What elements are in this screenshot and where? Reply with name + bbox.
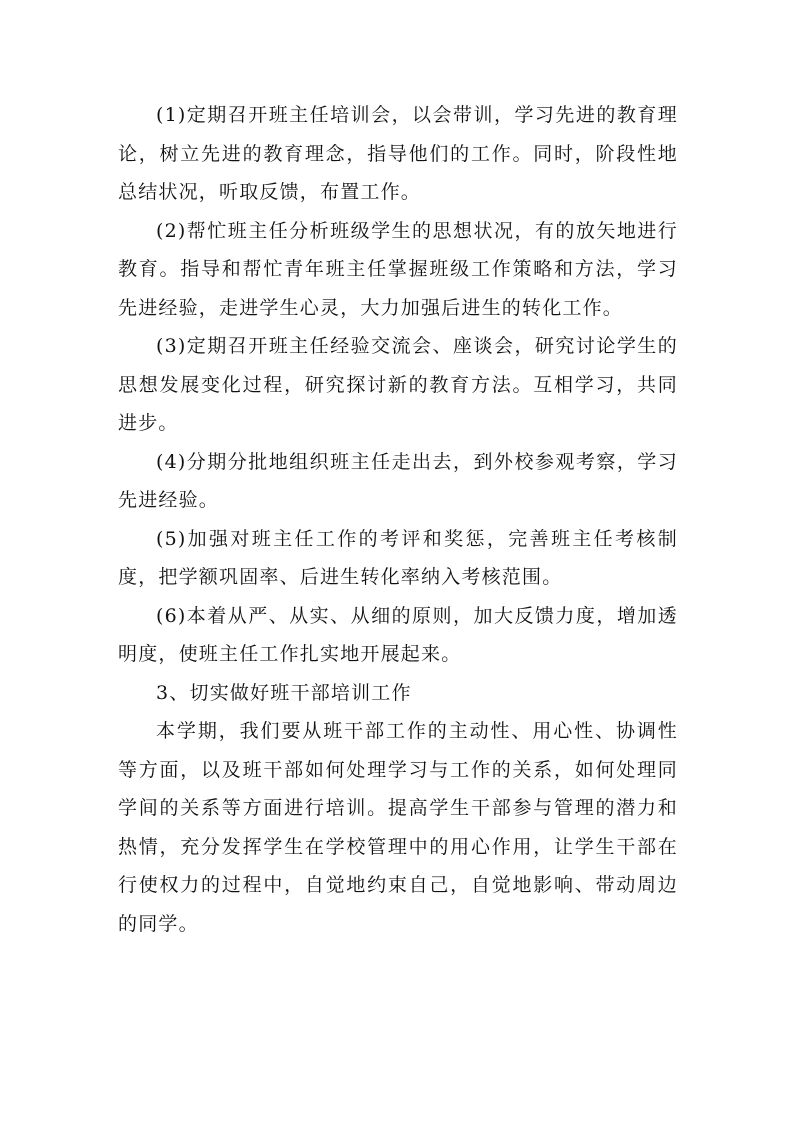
paragraph-2: (2)帮忙班主任分析班级学生的思想状况，有的放矢地进行教育。指导和帮忙青年班主任掌握班级工作策略和方法，学习先进经验，走进学生心灵，大力加强后进生的转化工作。	[118, 219, 678, 319]
section-heading: 3、切实做好班干部培训工作	[156, 681, 412, 704]
paragraph-1: (1)定期召开班主任培训会，以会带训，学习先进的教育理论，树立先进的教育理念，指导他们的工作。同时，阶段性地总结状况，听取反馈，布置工作。	[118, 104, 678, 203]
paragraph-5: (5)加强对班主任工作的考评和奖惩，完善班主任考核制度，把学额巩固率、后进生转化率纳入考核范围。	[118, 527, 678, 588]
paragraph-4: (4)分期分批地组织班主任走出去，到外校参观考察，学习先进经验。	[118, 450, 678, 511]
paragraph-7: 本学期，我们要从班干部工作的主动性、用心性、协调性等方面，以及班干部如何处理学习与工作的关系，如何处理同学间的关系等方面进行培训。提高学生干部参与管理的潜力和热情，充分发挥学生在学校管理中的用心作用，让学生干部在行使权力的过程中，自觉地约束自己，自觉地影响、带动周边的同学。	[118, 720, 678, 935]
document-body	[118, 96, 678, 943]
paragraph-6: (6)本着从严、从实、从细的原则，加大反馈力度，增加透明度，使班主任工作扎实地开展起来。	[118, 604, 678, 665]
paragraph-3: (3)定期召开班主任经验交流会、座谈会，研究讨论学生的思想发展变化过程，研究探讨新的教育方法。互相学习，共同进步。	[118, 335, 678, 434]
